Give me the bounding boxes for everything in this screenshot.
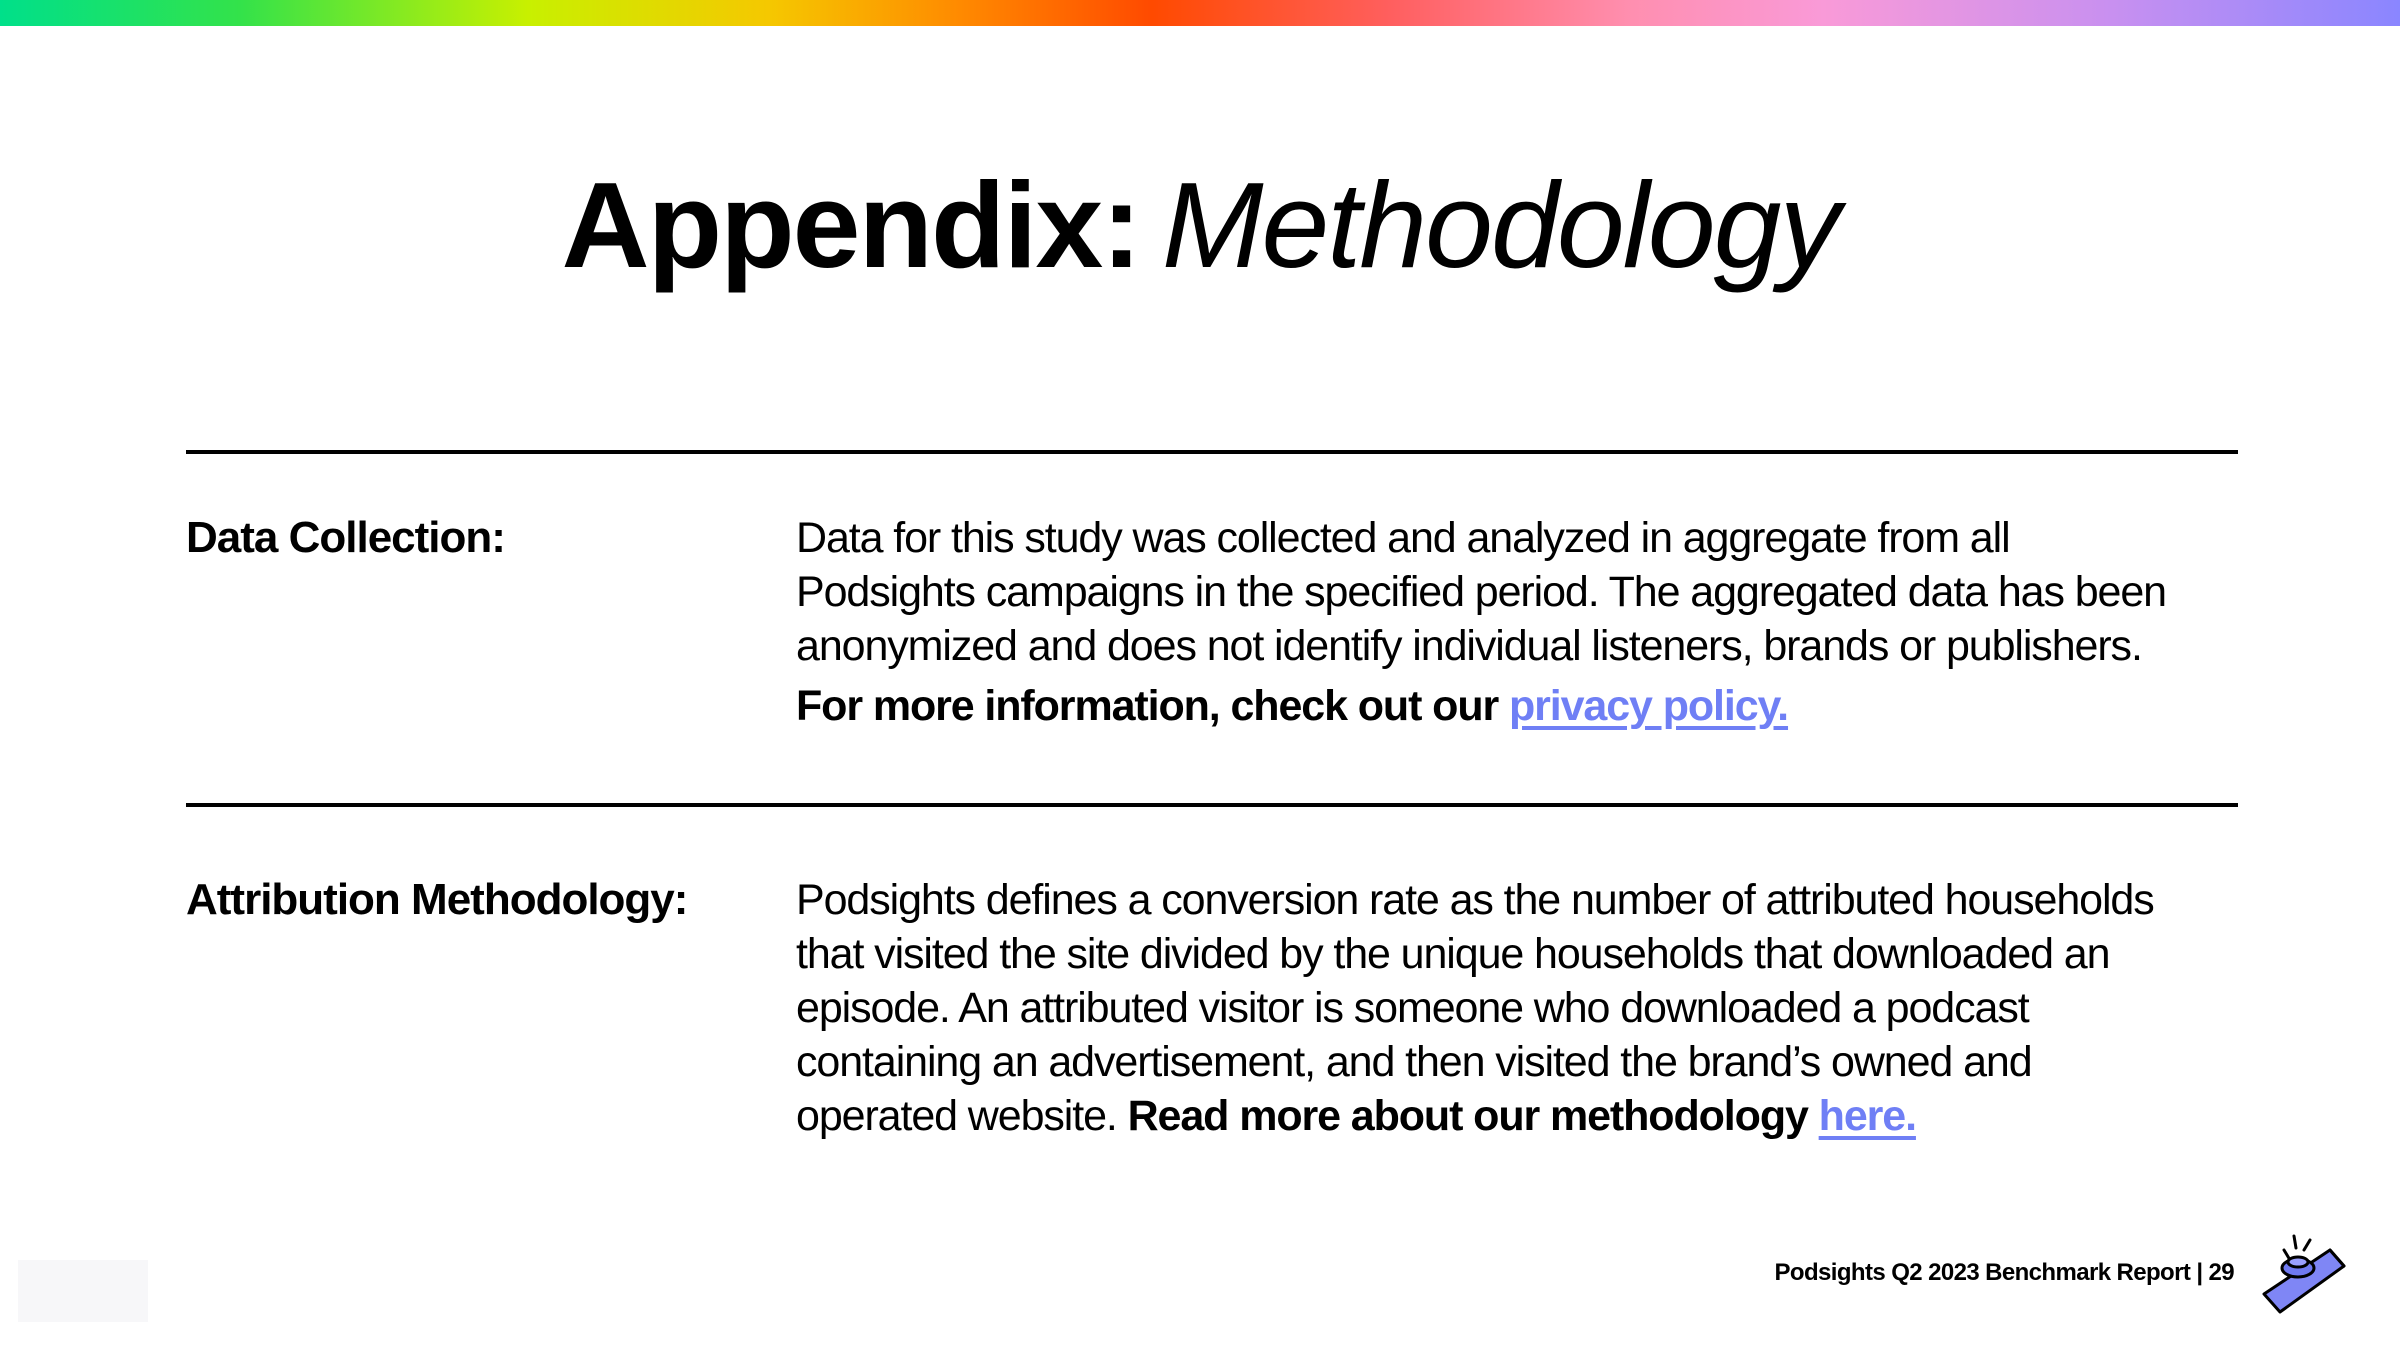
title-italic: Methodology — [1161, 157, 1839, 293]
body-line-cta — [796, 1089, 2296, 1143]
section-divider — [186, 803, 2238, 807]
body-line: Podsights defines a conversion rate as the number of attributed households — [796, 876, 2154, 924]
cta-text: For more information, check out our — [796, 682, 1509, 730]
methodology-here-link[interactable]: here. — [1818, 1092, 1916, 1140]
megaphone-icon — [2258, 1232, 2362, 1316]
data-collection-body — [796, 511, 2296, 733]
body-line-cta — [796, 679, 2296, 733]
privacy-policy-link[interactable]: privacy policy. — [1508, 682, 1789, 730]
attribution-methodology-label: Attribution Methodology: — [186, 875, 688, 924]
cta-text: Read more about our methodology — [1127, 1092, 1819, 1140]
attribution-methodology-body — [796, 873, 2296, 1143]
plain-text: operated website. — [796, 1092, 1128, 1140]
body-line: Podsights campaigns in the specified period. The aggregated data has been — [796, 568, 2166, 616]
body-line: anonymized and does not identify individual listeners, brands or publishers. — [796, 622, 2142, 670]
data-collection-label: Data Collection: — [186, 513, 505, 562]
rainbow-gradient-bar — [0, 0, 2400, 26]
page-title — [0, 150, 2400, 300]
body-line: Data for this study was collected and analyzed in aggregate from all — [796, 514, 2010, 562]
title-bold: Appendix: — [561, 157, 1140, 293]
body-line: containing an advertisement, and then visited the brand’s owned and — [796, 1038, 2032, 1086]
body-line: that visited the site divided by the unique households that downloaded an — [796, 930, 2110, 978]
corner-placeholder — [18, 1260, 148, 1322]
body-line: episode. An attributed visitor is someone who downloaded a podcast — [796, 984, 2029, 1032]
footer-report-label: Podsights Q2 2023 Benchmark Report | 29 — [1774, 1259, 2234, 1286]
section-divider — [186, 450, 2238, 454]
